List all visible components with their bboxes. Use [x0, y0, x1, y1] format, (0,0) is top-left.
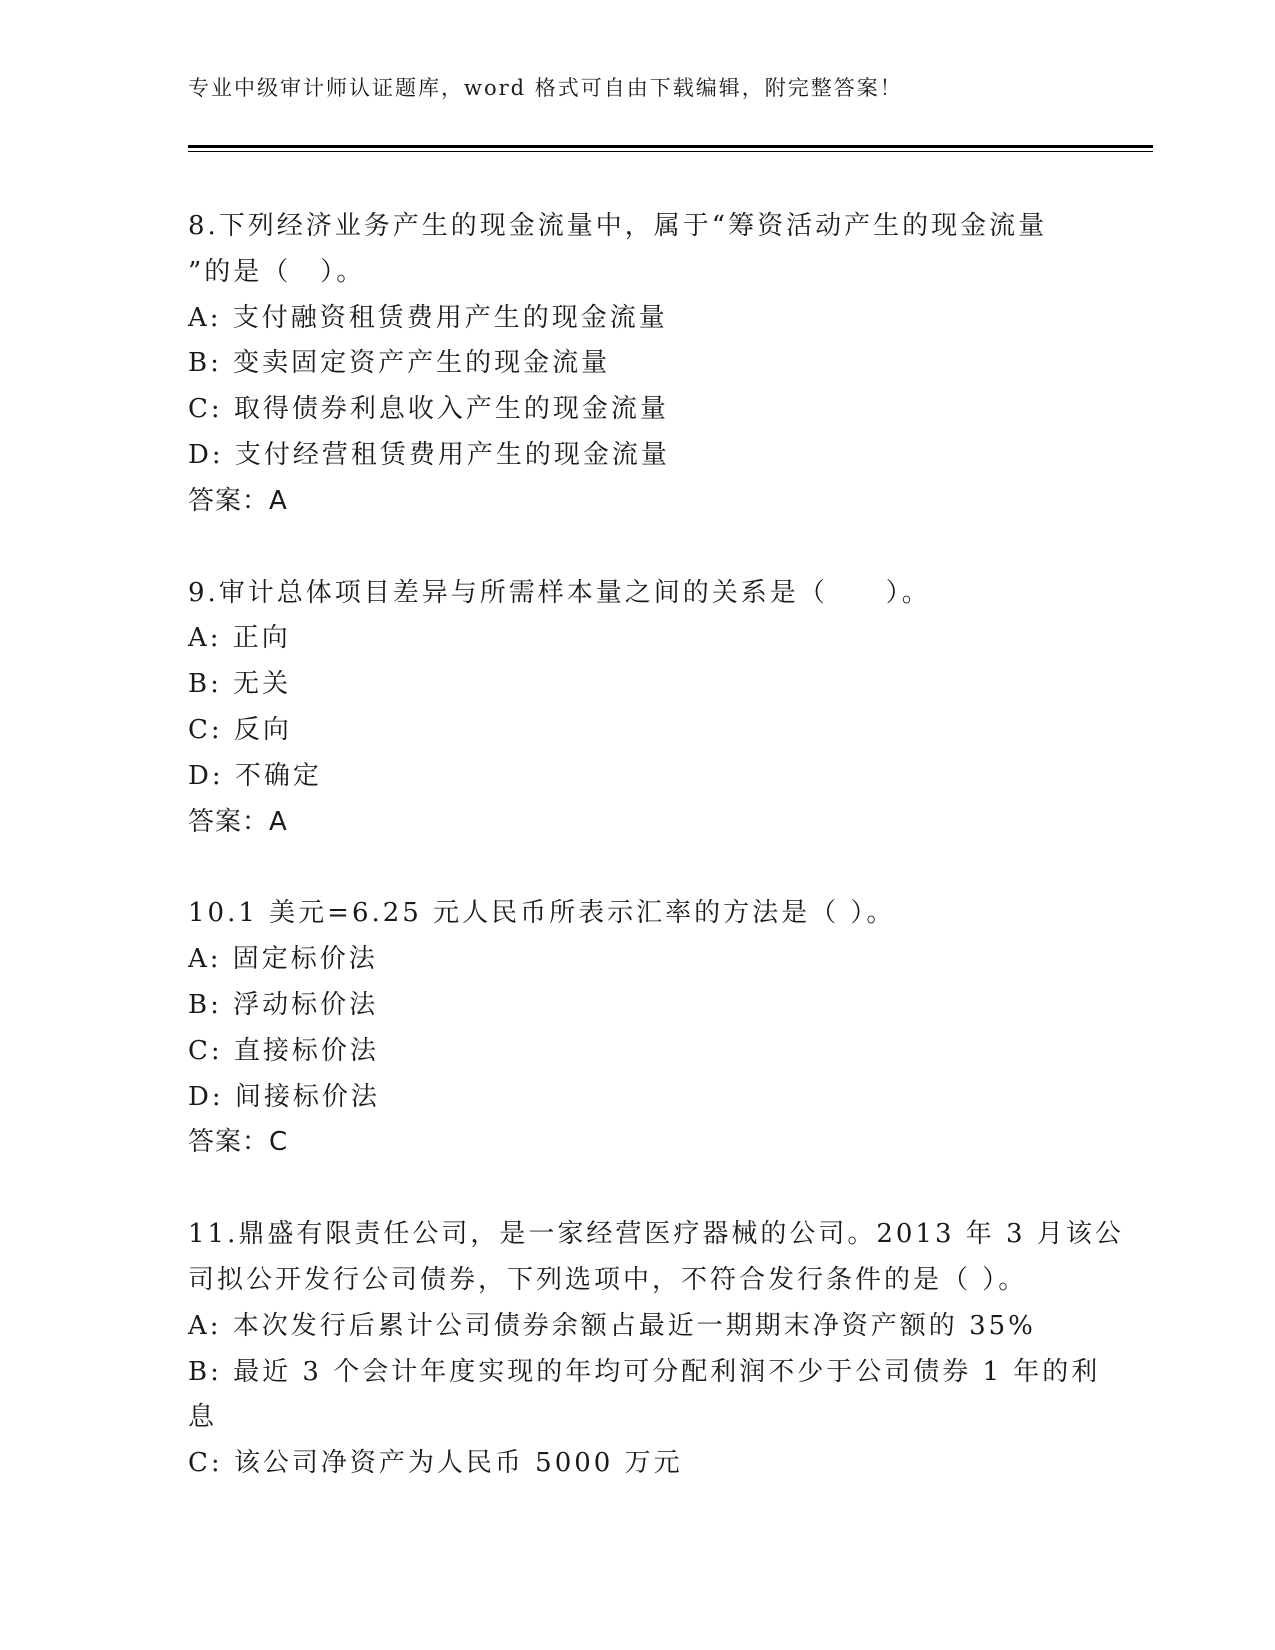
option-d: D: 间接标价法	[188, 1081, 380, 1112]
answer: 答案：C	[188, 1127, 289, 1158]
header-divider-thin	[188, 151, 1153, 152]
question-stem-line: 10.1 美元=6.25 元人民币所表示汇率的方法是（ ）。	[188, 898, 896, 929]
option-b: B: 无关	[188, 669, 292, 700]
option-b-continued: 息	[188, 1402, 218, 1433]
question-10	[188, 891, 1088, 1166]
option-c: C: 取得债券利息收入产生的现金流量	[188, 394, 669, 425]
question-9	[188, 571, 1088, 846]
option-a: A: 正向	[188, 623, 291, 654]
option-d: D: 支付经营租赁费用产生的现金流量	[188, 439, 670, 470]
question-list	[188, 204, 1124, 1533]
question-stem	[188, 891, 1088, 937]
option-c: C: 反向	[188, 714, 292, 745]
option-b: B: 变卖固定资产产生的现金流量	[188, 348, 611, 379]
question-8	[188, 204, 1088, 525]
question-stem	[188, 204, 1088, 296]
option-b: B: 浮动标价法	[188, 989, 379, 1020]
option-c: C: 该公司净资产为人民币 5000 万元	[188, 1448, 683, 1479]
question-stem-line: 9.审计总体项目差异与所需样本量之间的关系是（ ）。	[188, 577, 931, 608]
answer: 答案：A	[188, 485, 288, 516]
question-stem-line: 11.鼎盛有限责任公司，是一家经营医疗器械的公司。2013 年 3 月该公	[188, 1219, 1124, 1250]
question-stem-line: ”的是（ ）。	[188, 256, 366, 287]
question-stem	[188, 1212, 1124, 1304]
option-a: A: 支付融资租赁费用产生的现金流量	[188, 302, 668, 333]
question-stem-line: 司拟公开发行公司债券，下列选项中，不符合发行条件的是（ ）。	[188, 1264, 1028, 1295]
page-header: 专业中级审计师认证题库，word 格式可自由下载编辑，附完整答案！	[188, 76, 903, 100]
header-divider-thick	[188, 145, 1153, 148]
option-a: A: 固定标价法	[188, 944, 378, 975]
answer: 答案：A	[188, 806, 288, 837]
option-b: B: 最近 3 个会计年度实现的年均可分配利润不少于公司债券 1 年的利	[188, 1356, 1101, 1387]
option-a: A: 本次发行后累计公司债券余额占最近一期期末净资产额的 35%	[188, 1310, 1036, 1341]
question-11	[188, 1212, 1124, 1487]
question-stem	[188, 571, 1088, 617]
option-d: D: 不确定	[188, 760, 322, 791]
question-stem-line: 8.下列经济业务产生的现金流量中，属于“筹资活动产生的现金流量	[188, 211, 1048, 241]
option-c: C: 直接标价法	[188, 1035, 379, 1066]
